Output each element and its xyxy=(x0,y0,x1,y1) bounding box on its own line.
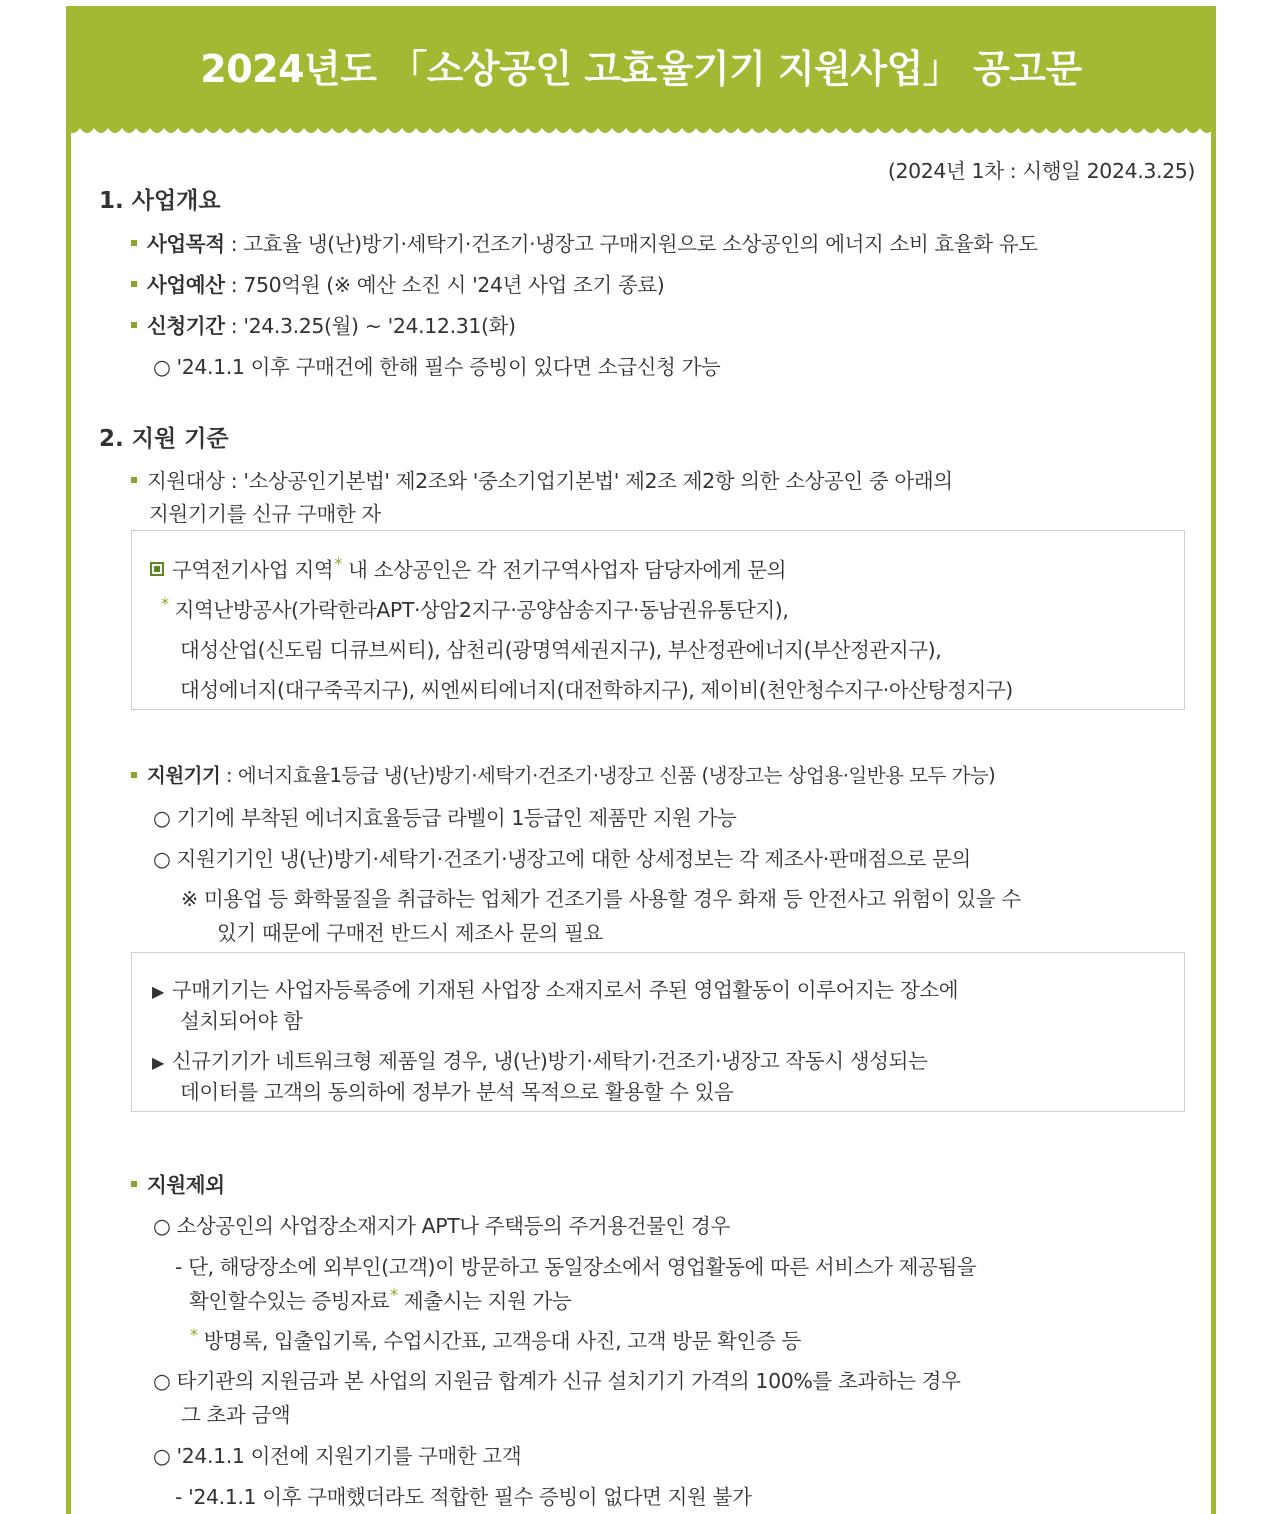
devices-line: 지원기기 : 에너지효율1등급 냉(난)방기·세탁기·건조기·냉장고 신품 (냉장고는 상업용·일반용 모두 가능) xyxy=(131,760,995,788)
devices-note2: ○ 지원기기인 냉(난)방기·세탁기·건조기·냉장고에 대한 상세정보는 각 제조사·판매점으로 문의 xyxy=(153,847,971,871)
box1-line2: 대성산업(신도림 디큐브씨티), 삼천리(광명역세권지구), 부산정관에너지(부산정관지구), xyxy=(180,638,942,662)
bullet-icon xyxy=(131,772,137,778)
exclusion-c3: ○ '24.1.1 이전에 지원기기를 구매한 고객 xyxy=(153,1444,522,1468)
target-line1: 지원대상 : '소상공인기본법' 제2조와 '중소기업기본법' 제2조 제2항 의한 소상공인 중 아래의 xyxy=(131,464,953,494)
box2-item1-line1: ▶ 구매기기는 사업자등록증에 기재된 사업장 소재지로서 주된 영업활동이 이루어지는 장소에 xyxy=(152,978,959,1002)
circle-icon: ○ xyxy=(153,1369,171,1393)
devices-warning-line1: ※ 미용업 등 화학물질을 취급하는 업체가 건조기를 사용할 경우 화재 등 안전사고 위험이 있을 수 xyxy=(181,887,1021,911)
section1-item-period: 신청기간 : '24.3.25(월) ~ '24.12.31(화) xyxy=(131,309,516,339)
bullet-icon xyxy=(131,1181,137,1187)
box1-line3: 대성에너지(대구죽곡지구), 씨엔씨티에너지(대전학하지구), 제이비(천안청수지구·아산탕정지구) xyxy=(180,678,1013,702)
section1-item-budget: 사업예산 : 750억원 (※ 예산 소진 시 '24년 사업 조기 종료) xyxy=(131,268,664,298)
exclusion-c1: ○ 소상공인의 사업장소재지가 APT나 주택등의 주거용건물인 경우 xyxy=(153,1214,730,1238)
box2-item1-line2: 설치되어야 함 xyxy=(180,1009,303,1033)
square-bullet-icon xyxy=(150,562,164,576)
arrow-icon: ▶ xyxy=(152,982,164,1001)
wave-divider xyxy=(66,122,1216,140)
notice-date: (2024년 1차 : 시행일 2024.3.25) xyxy=(887,159,1195,183)
arrow-icon: ▶ xyxy=(152,1053,164,1072)
devices-note1: ○ 기기에 부착된 에너지효율등급 라벨이 1등급인 제품만 지원 가능 xyxy=(153,806,737,830)
asterisk-icon: * xyxy=(190,1325,198,1345)
exclusion-c2-line2: 그 초과 금액 xyxy=(181,1403,291,1427)
section2-heading: 2. 지원 기준 xyxy=(99,426,229,452)
bullet-icon xyxy=(131,322,137,328)
section1-heading: 1. 사업개요 xyxy=(99,188,221,214)
bullet-icon xyxy=(131,240,137,246)
box2-item2-line1: ▶ 신규기기가 네트워크형 제품일 경우, 냉(난)방기·세탁기·건조기·냉장고 작동시 생성되는 xyxy=(152,1049,928,1073)
section1-item-purpose: 사업목적 : 고효율 냉(난)방기·세탁기·건조기·냉장고 구매지원으로 소상공인의 에너지 소비 효율화 유도 xyxy=(131,227,1038,257)
devices-warning-line2: 있기 때문에 구매전 반드시 제조사 문의 필요 xyxy=(217,921,603,945)
bullet-icon xyxy=(131,477,137,483)
box1-line1: * 지역난방공사(가락한라APT·상암2지구·공양삼송지구·동남권유통단지), xyxy=(161,594,789,622)
notice-page xyxy=(66,6,1216,1514)
asterisk-icon: * xyxy=(334,554,342,574)
bullet-icon xyxy=(131,281,137,287)
exclusion-heading: 지원제외 xyxy=(131,1168,225,1198)
circle-icon: ○ xyxy=(153,1214,171,1238)
circle-icon: ○ xyxy=(153,806,171,830)
exclusion-c1-sub2: 확인할수있는 증빙자료* 제출시는 지원 가능 xyxy=(189,1285,572,1313)
exclusion-c2-line1: ○ 타기관의 지원금과 본 사업의 지원금 합계가 신규 설치기기 가격의 100%를 초과하는 경우 xyxy=(153,1369,961,1393)
circle-icon: ○ xyxy=(153,847,171,871)
page-title: 2024년도 「소상공인 고효율기기 지원사업」 공고문 xyxy=(200,46,1082,91)
target-line2: 지원기기를 신규 구매한 자 xyxy=(149,502,381,526)
box2-item2-line2: 데이터를 고객의 동의하에 정부가 분석 목적으로 활용할 수 있음 xyxy=(180,1080,734,1104)
section1-note: ○ '24.1.1 이후 구매건에 한해 필수 증빙이 있다면 소급신청 가능 xyxy=(153,355,721,379)
info-box-install xyxy=(131,952,1185,1112)
circle-icon: ○ xyxy=(153,1444,171,1468)
asterisk-icon: * xyxy=(390,1285,398,1305)
exclusion-c1-sub3: * 방명록, 입출입기록, 수업시간표, 고객응대 사진, 고객 방문 확인증 등 xyxy=(190,1325,801,1353)
asterisk-icon: * xyxy=(161,594,169,614)
box1-title: 구역전기사업 지역* 내 소상공인은 각 전기구역사업자 담당자에게 문의 xyxy=(150,553,786,583)
info-box-district xyxy=(131,530,1185,710)
circle-icon: ○ xyxy=(153,355,171,379)
header-banner xyxy=(66,6,1216,124)
exclusion-c3-sub: - '24.1.1 이후 구매했더라도 적합한 필수 증빙이 없다면 지원 불가 xyxy=(175,1485,752,1509)
exclusion-c1-sub1: - 단, 해당장소에 외부인(고객)이 방문하고 동일장소에서 영업활동에 따른 서비스가 제공됨을 xyxy=(175,1255,977,1279)
